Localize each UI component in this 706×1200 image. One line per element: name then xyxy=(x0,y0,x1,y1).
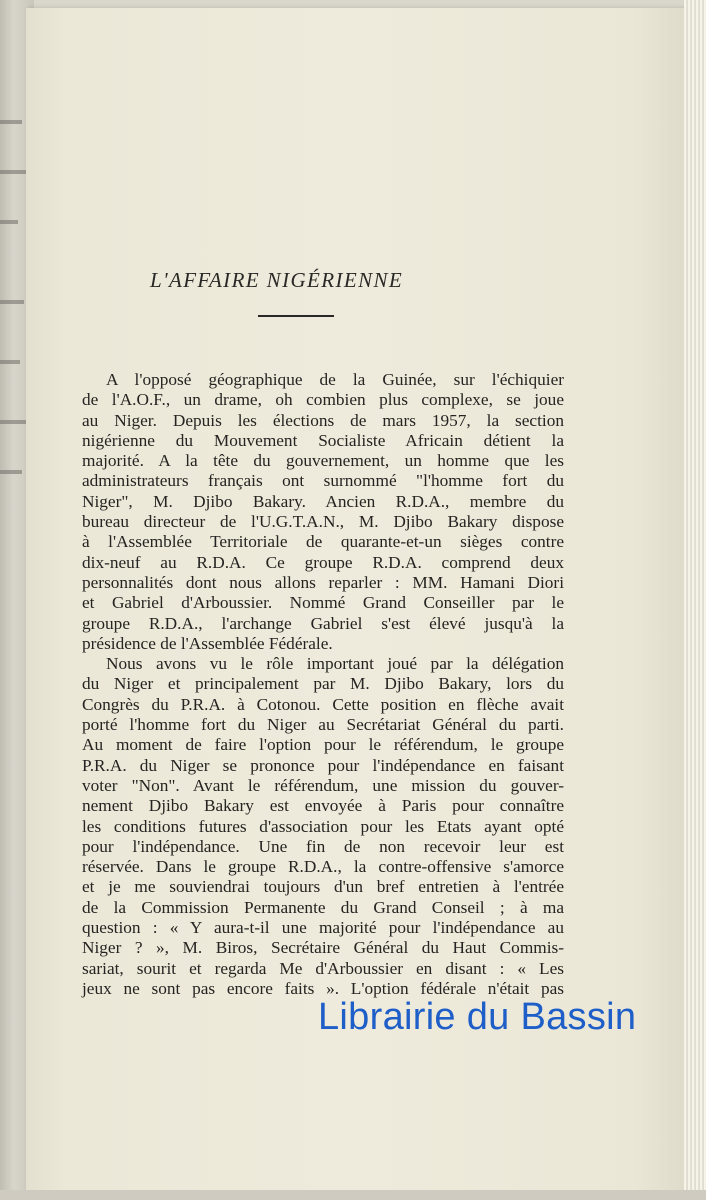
text-line: de l'A.O.F., un drame, oh combien plus complexe, se joue xyxy=(82,390,564,410)
text-line: de la Commission Permanente du Grand Conseil ; à ma xyxy=(82,897,564,917)
page-stack-edge xyxy=(684,0,706,1200)
text-line: majorité. A la tête du gouvernement, un homme que les xyxy=(82,451,564,471)
bottom-edge xyxy=(0,1190,706,1200)
text-line: Congrès du P.R.A. à Cotonou. Cette position en flèche avait xyxy=(82,694,564,714)
text-line: bureau directeur de l'U.G.T.A.N., M. Djibo Bakary dispose xyxy=(82,512,564,532)
text-line: voter "Non". Avant le référendum, une mission du gouver- xyxy=(82,775,564,795)
text-line: dix-neuf au R.D.A. Ce groupe R.D.A. comprend deux xyxy=(82,552,564,572)
text-line: nement Djibo Bakary est envoyée à Paris pour connaître xyxy=(82,796,564,816)
text-line: P.R.A. du Niger se prononce pour l'indépendance en faisant xyxy=(82,755,564,775)
chapter-title: L'AFFAIRE NIGÉRIENNE xyxy=(150,268,404,292)
text-line: Niger ? », M. Biros, Secrétaire Général du Haut Commis- xyxy=(82,938,564,958)
title-rule xyxy=(258,315,334,317)
text-line: jeux ne sont pas encore faits ». L'option fédérale n'était pas xyxy=(82,978,564,998)
text-line: administrateurs français ont surnommé "l'homme fort du xyxy=(82,471,564,491)
text-line: porté l'homme fort du Niger au Secrétariat Général du parti. xyxy=(82,715,564,735)
text-line: au Niger. Depuis les élections de mars 1957, la section xyxy=(82,410,564,430)
text-line: à l'Assemblée Territoriale de quarante-et-un sièges contre xyxy=(82,532,564,552)
text-line: et je me souviendrai toujours d'un bref entretien à l'entrée xyxy=(82,877,564,897)
watermark: Librairie du Bassin xyxy=(318,996,637,1038)
body-text xyxy=(82,370,564,999)
text-line: Au moment de faire l'option pour le référendum, le groupe xyxy=(82,735,564,755)
text-line: présidence de l'Assemblée Fédérale. xyxy=(82,633,333,653)
text-line: Niger", M. Djibo Bakary. Ancien R.D.A., membre du xyxy=(82,491,564,511)
text-line: les conditions futures d'association pour les Etats ayant opté xyxy=(82,816,564,836)
text-line: du Niger et principalement par M. Djibo Bakary, lors du xyxy=(82,674,564,694)
text-line: question : « Y aura-t-il une majorité pour l'indépendance au xyxy=(82,918,564,938)
text-line: groupe R.D.A., l'archange Gabriel s'est élevé jusqu'à la xyxy=(82,613,564,633)
text-line: nigérienne du Mouvement Socialiste Africain détient la xyxy=(82,430,564,450)
text-line: pour l'indépendance. Une fin de non recevoir leur est xyxy=(82,836,564,856)
text-line: et Gabriel d'Arboussier. Nommé Grand Conseiller par le xyxy=(82,593,564,613)
text-line: Nous avons vu le rôle important joué par la délégation xyxy=(106,654,564,674)
text-line: sariat, sourit et regarda Me d'Arboussier en disant : « Les xyxy=(82,958,564,978)
text-line: réservée. Dans le groupe R.D.A., la contre-offensive s'amorce xyxy=(82,857,564,877)
text-line: A l'opposé géographique de la Guinée, sur l'échiquier xyxy=(106,370,564,389)
text-line: personnalités dont nous allons reparler : MM. Hamani Diori xyxy=(82,572,564,592)
